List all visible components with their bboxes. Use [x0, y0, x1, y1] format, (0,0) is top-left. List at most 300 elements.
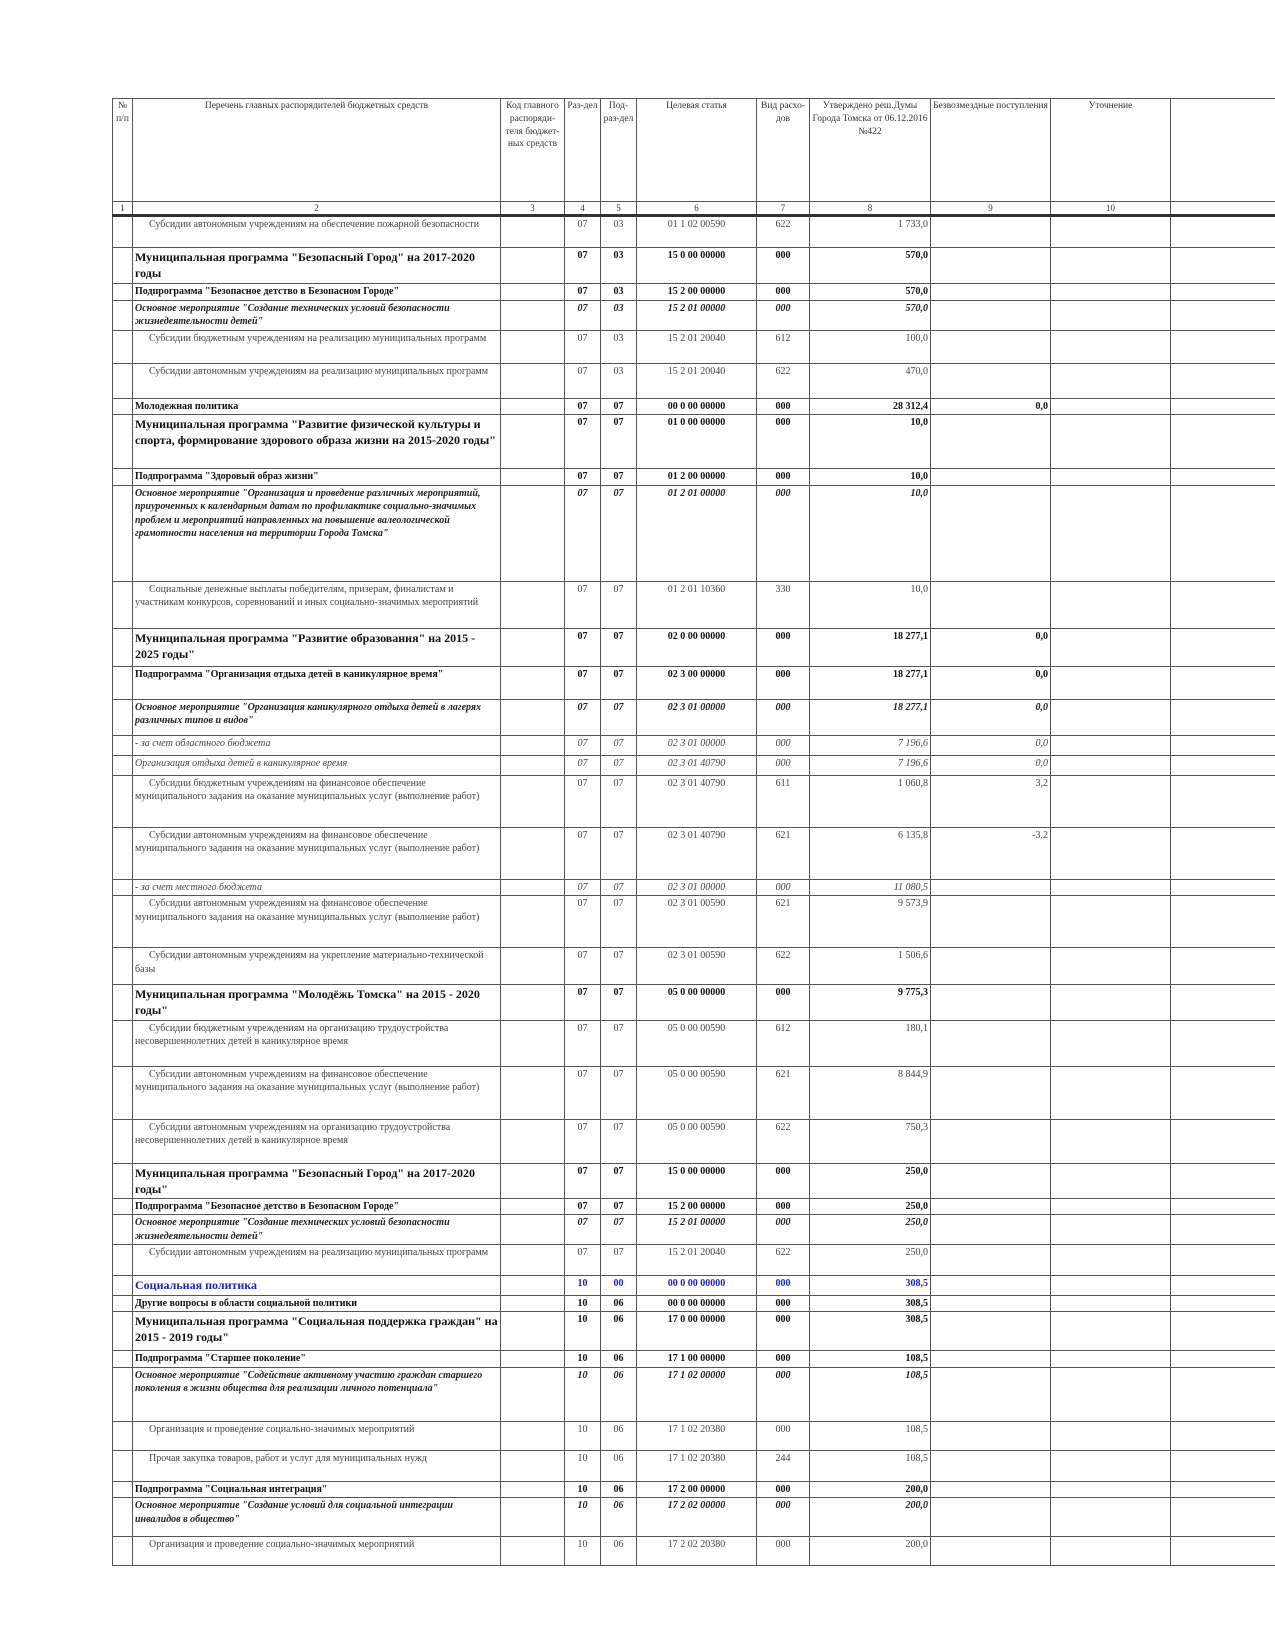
- vid-cell: 611: [757, 775, 810, 827]
- razdel-cell: 10: [565, 1481, 601, 1498]
- target-cell: 15 2 01 00000: [637, 300, 757, 330]
- target-cell: 01 2 00 00000: [637, 469, 757, 486]
- approved-cell: 1 506,6: [810, 948, 931, 985]
- row-name-cell: Муниципальная программа "Социальная поддержка граждан" на 2015 - 2019 годы": [133, 1312, 501, 1351]
- extra-cell: [1171, 1163, 1275, 1198]
- podrazdel-cell: 07: [601, 985, 637, 1020]
- table-row: [113, 628, 1275, 666]
- code-cell: [501, 879, 565, 896]
- podrazdel-cell: 07: [601, 485, 637, 581]
- extra-cell: [1171, 1119, 1275, 1163]
- table-row: [113, 948, 1275, 985]
- row-name-cell: Субсидии бюджетным учреждениям на финансовое обеспечение муниципального задания на оказание муниципальных услуг (выполнение работ): [133, 775, 501, 827]
- row-number-cell: [113, 827, 133, 879]
- row-number-cell: [113, 1295, 133, 1312]
- row-number-cell: [113, 1119, 133, 1163]
- table-row: [113, 1163, 1275, 1198]
- target-cell: 05 0 00 00590: [637, 1066, 757, 1119]
- target-cell: 02 3 01 00590: [637, 948, 757, 985]
- vid-cell: 000: [757, 485, 810, 581]
- target-cell: 15 2 01 00000: [637, 1215, 757, 1245]
- vid-cell: 000: [757, 1312, 810, 1351]
- approved-cell: 308,5: [810, 1276, 931, 1295]
- table-row: [113, 415, 1275, 469]
- table-row: [113, 1537, 1275, 1566]
- clarification-cell: [1051, 1215, 1171, 1245]
- table-row: [113, 896, 1275, 948]
- approved-cell: 10,0: [810, 581, 931, 628]
- donations-cell: [931, 1498, 1051, 1537]
- clarification-cell: [1051, 216, 1171, 248]
- table-row: [113, 1198, 1275, 1215]
- row-number-cell: [113, 581, 133, 628]
- extra-cell: [1171, 985, 1275, 1020]
- row-number-cell: [113, 398, 133, 415]
- donations-cell: [931, 1198, 1051, 1215]
- header-cell-clarification: Уточнение: [1051, 99, 1171, 202]
- header-cell-donations: Безвозмездные поступления: [931, 99, 1051, 202]
- code-cell: [501, 755, 565, 775]
- podrazdel-cell: 07: [601, 628, 637, 666]
- vid-cell: 000: [757, 1295, 810, 1312]
- donations-cell: [931, 485, 1051, 581]
- approved-cell: 750,3: [810, 1119, 931, 1163]
- budget-table: [112, 98, 1275, 1566]
- vid-cell: 621: [757, 1066, 810, 1119]
- donations-cell: [931, 248, 1051, 284]
- row-number-cell: [113, 1498, 133, 1537]
- vid-cell: 612: [757, 1020, 810, 1066]
- extra-cell: [1171, 1295, 1275, 1312]
- approved-cell: 308,5: [810, 1295, 931, 1312]
- podrazdel-cell: 03: [601, 300, 637, 330]
- extra-cell: [1171, 1498, 1275, 1537]
- donations-cell: 0,0: [931, 735, 1051, 755]
- approved-cell: 570,0: [810, 248, 931, 284]
- donations-cell: [931, 363, 1051, 398]
- razdel-cell: 10: [565, 1498, 601, 1537]
- razdel-cell: 07: [565, 628, 601, 666]
- vid-cell: 000: [757, 1351, 810, 1368]
- table-row: [113, 1066, 1275, 1119]
- extra-cell: [1171, 1276, 1275, 1295]
- clarification-cell: [1051, 735, 1171, 755]
- clarification-cell: [1051, 398, 1171, 415]
- table-row: [113, 1312, 1275, 1351]
- approved-cell: 6 135,8: [810, 827, 931, 879]
- row-name-cell: Подпрограмма "Безопасное детство в Безопасном Городе": [133, 1198, 501, 1215]
- razdel-cell: 10: [565, 1421, 601, 1450]
- podrazdel-cell: 07: [601, 896, 637, 948]
- table-row: [113, 398, 1275, 415]
- podrazdel-cell: 03: [601, 216, 637, 248]
- approved-cell: 180,1: [810, 1020, 931, 1066]
- clarification-cell: [1051, 1312, 1171, 1351]
- row-name-cell: Субсидии автономным учреждениям на реализацию муниципальных программ: [133, 1245, 501, 1276]
- approved-cell: 308,5: [810, 1312, 931, 1351]
- donations-cell: [931, 284, 1051, 301]
- code-cell: [501, 1481, 565, 1498]
- razdel-cell: 07: [565, 1163, 601, 1198]
- code-cell: [501, 1450, 565, 1481]
- approved-cell: 10,0: [810, 469, 931, 486]
- table-row: [113, 775, 1275, 827]
- row-number-cell: [113, 948, 133, 985]
- donations-cell: [931, 1351, 1051, 1368]
- code-cell: [501, 216, 565, 248]
- approved-cell: 18 277,1: [810, 628, 931, 666]
- code-cell: [501, 1537, 565, 1566]
- extra-cell: [1171, 1215, 1275, 1245]
- clarification-cell: [1051, 469, 1171, 486]
- approved-cell: 200,0: [810, 1481, 931, 1498]
- extra-cell: [1171, 775, 1275, 827]
- row-name-cell: Молодежная политика: [133, 398, 501, 415]
- extra-cell: [1171, 216, 1275, 248]
- header-cell-vid: Вид расхо-дов: [757, 99, 810, 202]
- extra-cell: [1171, 1537, 1275, 1566]
- row-name-cell: Подпрограмма "Безопасное детство в Безопасном Городе": [133, 284, 501, 301]
- donations-cell: [931, 469, 1051, 486]
- podrazdel-cell: 06: [601, 1450, 637, 1481]
- donations-cell: [931, 1215, 1051, 1245]
- clarification-cell: [1051, 300, 1171, 330]
- row-name-cell: Субсидии автономным учреждениям на финансовое обеспечение муниципального задания на оказание муниципальных услуг (выполнение работ): [133, 1066, 501, 1119]
- row-number-cell: [113, 1312, 133, 1351]
- podrazdel-cell: 03: [601, 284, 637, 301]
- razdel-cell: 07: [565, 216, 601, 248]
- row-number-cell: [113, 363, 133, 398]
- code-cell: [501, 628, 565, 666]
- podrazdel-cell: 07: [601, 469, 637, 486]
- donations-cell: [931, 879, 1051, 896]
- row-name-cell: Организация отдыха детей в каникулярное время: [133, 755, 501, 775]
- approved-cell: 200,0: [810, 1498, 931, 1537]
- clarification-cell: [1051, 1245, 1171, 1276]
- approved-cell: 9 573,9: [810, 896, 931, 948]
- razdel-cell: 07: [565, 755, 601, 775]
- approved-cell: 108,5: [810, 1351, 931, 1368]
- vid-cell: 244: [757, 1450, 810, 1481]
- razdel-cell: 07: [565, 1020, 601, 1066]
- table-row: [113, 1481, 1275, 1498]
- podrazdel-cell: 06: [601, 1351, 637, 1368]
- podrazdel-cell: 07: [601, 1066, 637, 1119]
- podrazdel-cell: 07: [601, 1245, 637, 1276]
- approved-cell: 100,0: [810, 330, 931, 363]
- code-cell: [501, 1119, 565, 1163]
- code-cell: [501, 699, 565, 735]
- clarification-cell: [1051, 581, 1171, 628]
- vid-cell: 000: [757, 1421, 810, 1450]
- table-row: [113, 1245, 1275, 1276]
- approved-cell: 9 775,3: [810, 985, 931, 1020]
- clarification-cell: [1051, 1163, 1171, 1198]
- vid-cell: 622: [757, 1245, 810, 1276]
- razdel-cell: 07: [565, 879, 601, 896]
- row-name-cell: Организация и проведение социально-значимых мероприятий: [133, 1537, 501, 1566]
- clarification-cell: [1051, 485, 1171, 581]
- podrazdel-cell: 03: [601, 248, 637, 284]
- clarification-cell: [1051, 248, 1171, 284]
- podrazdel-cell: 03: [601, 330, 637, 363]
- donations-cell: [931, 985, 1051, 1020]
- approved-cell: 7 196,6: [810, 755, 931, 775]
- row-number-cell: [113, 1351, 133, 1368]
- extra-cell: [1171, 1351, 1275, 1368]
- target-cell: 15 2 01 20040: [637, 330, 757, 363]
- vid-cell: 621: [757, 896, 810, 948]
- table-row: [113, 1421, 1275, 1450]
- code-cell: [501, 363, 565, 398]
- extra-cell: [1171, 581, 1275, 628]
- approved-cell: 7 196,6: [810, 735, 931, 755]
- row-number-cell: [113, 1537, 133, 1566]
- extra-cell: [1171, 300, 1275, 330]
- target-cell: 01 2 01 00000: [637, 485, 757, 581]
- approved-cell: 18 277,1: [810, 666, 931, 699]
- row-number-cell: [113, 1481, 133, 1498]
- podrazdel-cell: 07: [601, 1198, 637, 1215]
- row-name-cell: Субсидии бюджетным учреждениям на организацию трудоустройства несовершеннолетних детей в каникулярное время: [133, 1020, 501, 1066]
- podrazdel-cell: 06: [601, 1312, 637, 1351]
- extra-cell: [1171, 1421, 1275, 1450]
- razdel-cell: 07: [565, 300, 601, 330]
- podrazdel-cell: 07: [601, 1215, 637, 1245]
- clarification-cell: [1051, 628, 1171, 666]
- row-number-cell: [113, 879, 133, 896]
- vid-cell: 000: [757, 248, 810, 284]
- table-row: [113, 1276, 1275, 1295]
- code-cell: [501, 398, 565, 415]
- donations-cell: [931, 1537, 1051, 1566]
- vid-cell: 000: [757, 1163, 810, 1198]
- approved-cell: 108,5: [810, 1421, 931, 1450]
- razdel-cell: 07: [565, 1066, 601, 1119]
- clarification-cell: [1051, 1351, 1171, 1368]
- target-cell: 17 1 02 00000: [637, 1367, 757, 1421]
- column-number-extra: [1171, 202, 1275, 216]
- code-cell: [501, 1198, 565, 1215]
- razdel-cell: 07: [565, 699, 601, 735]
- donations-cell: [931, 1119, 1051, 1163]
- row-name-cell: Муниципальная программа "Безопасный Город" на 2017-2020 годы": [133, 1163, 501, 1198]
- podrazdel-cell: 06: [601, 1537, 637, 1566]
- vid-cell: 000: [757, 1481, 810, 1498]
- podrazdel-cell: 07: [601, 879, 637, 896]
- extra-cell: [1171, 628, 1275, 666]
- table-row: [113, 284, 1275, 301]
- approved-cell: 1 733,0: [810, 216, 931, 248]
- donations-cell: 0,0: [931, 755, 1051, 775]
- approved-cell: 10,0: [810, 415, 931, 469]
- target-cell: 15 2 01 20040: [637, 363, 757, 398]
- clarification-cell: [1051, 1450, 1171, 1481]
- code-cell: [501, 948, 565, 985]
- vid-cell: 000: [757, 628, 810, 666]
- vid-cell: 622: [757, 216, 810, 248]
- approved-cell: 28 312,4: [810, 398, 931, 415]
- code-cell: [501, 666, 565, 699]
- donations-cell: [931, 948, 1051, 985]
- donations-cell: [931, 1481, 1051, 1498]
- clarification-cell: [1051, 1481, 1171, 1498]
- extra-cell: [1171, 879, 1275, 896]
- row-number-cell: [113, 469, 133, 486]
- clarification-cell: [1051, 415, 1171, 469]
- podrazdel-cell: 07: [601, 775, 637, 827]
- vid-cell: 000: [757, 699, 810, 735]
- code-cell: [501, 1351, 565, 1368]
- razdel-cell: 07: [565, 735, 601, 755]
- clarification-cell: [1051, 1020, 1171, 1066]
- razdel-cell: 07: [565, 1215, 601, 1245]
- vid-cell: 000: [757, 300, 810, 330]
- vid-cell: 000: [757, 1198, 810, 1215]
- target-cell: 17 2 00 00000: [637, 1481, 757, 1498]
- target-cell: 17 0 00 00000: [637, 1312, 757, 1351]
- vid-cell: 000: [757, 469, 810, 486]
- donations-cell: 3,2: [931, 775, 1051, 827]
- column-number: 10: [1051, 202, 1171, 216]
- table-row: [113, 1351, 1275, 1368]
- donations-cell: [931, 1163, 1051, 1198]
- target-cell: 02 3 01 40790: [637, 827, 757, 879]
- row-name-cell: Подпрограмма "Старшее поколение": [133, 1351, 501, 1368]
- row-number-cell: [113, 300, 133, 330]
- vid-cell: 622: [757, 363, 810, 398]
- podrazdel-cell: 06: [601, 1498, 637, 1537]
- code-cell: [501, 415, 565, 469]
- table-row: [113, 1020, 1275, 1066]
- table-row: [113, 1215, 1275, 1245]
- podrazdel-cell: 07: [601, 948, 637, 985]
- donations-cell: [931, 1367, 1051, 1421]
- vid-cell: 622: [757, 1119, 810, 1163]
- row-name-cell: Субсидии автономным учреждениям на реализацию муниципальных программ: [133, 363, 501, 398]
- target-cell: 01 0 00 00000: [637, 415, 757, 469]
- donations-cell: [931, 1295, 1051, 1312]
- row-name-cell: Организация и проведение социально-значимых мероприятий: [133, 1421, 501, 1450]
- vid-cell: 000: [757, 1498, 810, 1537]
- extra-cell: [1171, 330, 1275, 363]
- razdel-cell: 10: [565, 1351, 601, 1368]
- approved-cell: 10,0: [810, 485, 931, 581]
- header-row: [113, 99, 1275, 202]
- code-cell: [501, 1276, 565, 1295]
- extra-cell: [1171, 896, 1275, 948]
- target-cell: 17 2 02 20380: [637, 1537, 757, 1566]
- razdel-cell: 07: [565, 469, 601, 486]
- code-cell: [501, 248, 565, 284]
- row-number-cell: [113, 985, 133, 1020]
- clarification-cell: [1051, 775, 1171, 827]
- target-cell: 00 0 00 00000: [637, 398, 757, 415]
- header-cell-podrazdel: Под-раз-дел: [601, 99, 637, 202]
- code-cell: [501, 985, 565, 1020]
- code-cell: [501, 284, 565, 301]
- code-cell: [501, 300, 565, 330]
- approved-cell: 570,0: [810, 284, 931, 301]
- budget-sheet: [112, 98, 1275, 1566]
- table-row: [113, 485, 1275, 581]
- clarification-cell: [1051, 1498, 1171, 1537]
- approved-cell: 470,0: [810, 363, 931, 398]
- podrazdel-cell: 07: [601, 398, 637, 415]
- donations-cell: [931, 1276, 1051, 1295]
- table-row: [113, 300, 1275, 330]
- approved-cell: 250,0: [810, 1215, 931, 1245]
- target-cell: 15 0 00 00000: [637, 248, 757, 284]
- row-number-cell: [113, 1245, 133, 1276]
- donations-cell: [931, 300, 1051, 330]
- clarification-cell: [1051, 985, 1171, 1020]
- row-name-cell: Подпрограмма "Социальная интеграция": [133, 1481, 501, 1498]
- row-number-cell: [113, 1421, 133, 1450]
- podrazdel-cell: 07: [601, 827, 637, 879]
- razdel-cell: 07: [565, 248, 601, 284]
- clarification-cell: [1051, 666, 1171, 699]
- razdel-cell: 07: [565, 330, 601, 363]
- vid-cell: 000: [757, 985, 810, 1020]
- clarification-cell: [1051, 827, 1171, 879]
- table-row: [113, 248, 1275, 284]
- donations-cell: [931, 330, 1051, 363]
- vid-cell: 000: [757, 398, 810, 415]
- approved-cell: 1 060,8: [810, 775, 931, 827]
- row-name-cell: Социальные денежные выплаты победителям, призерам, финалистам и участникам конкурсов, соревнований и иных социально-значимых мероприятий: [133, 581, 501, 628]
- extra-cell: [1171, 284, 1275, 301]
- target-cell: 01 1 02 00590: [637, 216, 757, 248]
- target-cell: 15 2 00 00000: [637, 1198, 757, 1215]
- donations-cell: [931, 1421, 1051, 1450]
- approved-cell: 8 844,9: [810, 1066, 931, 1119]
- row-name-cell: Субсидии автономным учреждениям на организацию трудоустройства несовершеннолетних детей в каникулярное время: [133, 1119, 501, 1163]
- row-number-cell: [113, 1367, 133, 1421]
- row-name-cell: Субсидии автономным учреждениям на финансовое обеспечение муниципального задания на оказание муниципальных услуг (выполнение работ): [133, 896, 501, 948]
- table-row: [113, 1119, 1275, 1163]
- table-row: [113, 879, 1275, 896]
- podrazdel-cell: 07: [601, 581, 637, 628]
- target-cell: 05 0 00 00590: [637, 1119, 757, 1163]
- clarification-cell: [1051, 699, 1171, 735]
- target-cell: 15 2 01 20040: [637, 1245, 757, 1276]
- column-number: 7: [757, 202, 810, 216]
- razdel-cell: 07: [565, 485, 601, 581]
- approved-cell: 11 080,5: [810, 879, 931, 896]
- vid-cell: 000: [757, 284, 810, 301]
- clarification-cell: [1051, 755, 1171, 775]
- target-cell: 17 1 02 20380: [637, 1450, 757, 1481]
- extra-cell: [1171, 469, 1275, 486]
- row-name-cell: Субсидии автономным учреждениям на укрепление материально-технической базы: [133, 948, 501, 985]
- target-cell: 02 3 01 40790: [637, 775, 757, 827]
- clarification-cell: [1051, 1295, 1171, 1312]
- vid-cell: 000: [757, 1537, 810, 1566]
- header-cell-target: Целевая статья: [637, 99, 757, 202]
- extra-cell: [1171, 735, 1275, 755]
- podrazdel-cell: 06: [601, 1421, 637, 1450]
- donations-cell: [931, 1066, 1051, 1119]
- vid-cell: 000: [757, 415, 810, 469]
- donations-cell: [931, 1245, 1051, 1276]
- target-cell: 02 0 00 00000: [637, 628, 757, 666]
- table-row: [113, 1450, 1275, 1481]
- donations-cell: [931, 415, 1051, 469]
- target-cell: 02 3 01 00590: [637, 896, 757, 948]
- row-number-cell: [113, 666, 133, 699]
- extra-cell: [1171, 1245, 1275, 1276]
